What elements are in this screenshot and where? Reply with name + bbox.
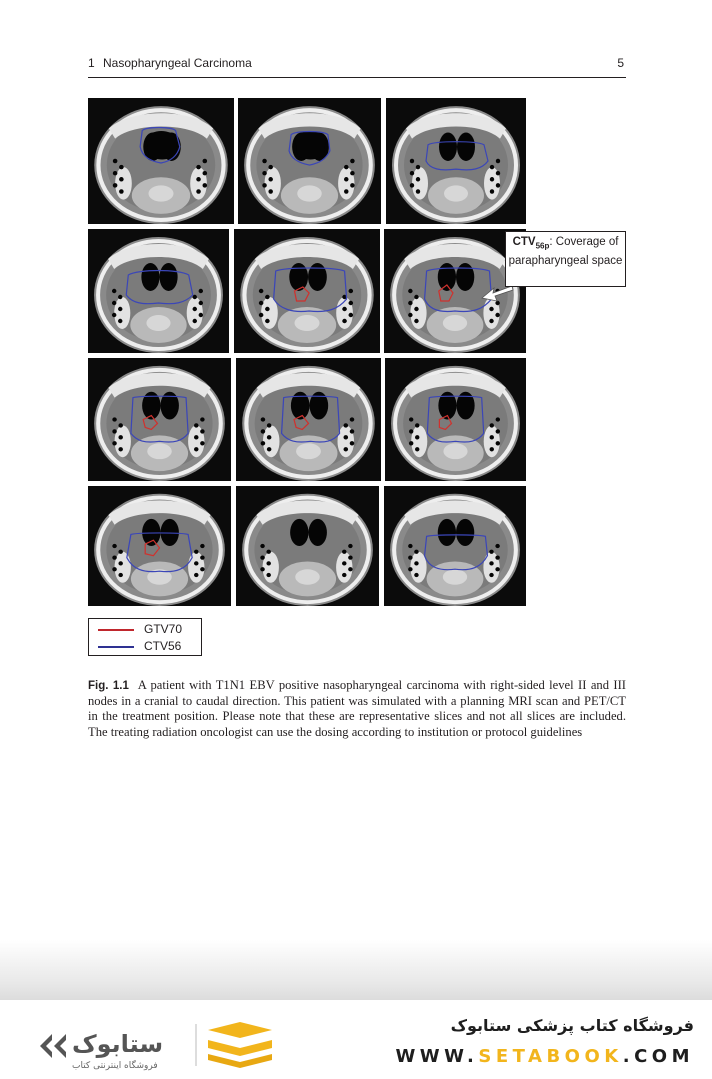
legend-swatch-gtv70 — [98, 629, 134, 631]
page-shadow — [0, 940, 712, 1000]
page-number: 5 — [617, 56, 624, 70]
url-highlight: SETABOOK — [478, 1046, 623, 1067]
figure-label: Fig. 1.1 — [88, 680, 129, 692]
chapter-title: Nasopharyngeal Carcinoma — [103, 56, 252, 70]
ct-slice-11 — [236, 486, 379, 606]
legend-item-ctv56 — [89, 638, 201, 654]
logo-tagline: فروشگاه اینترنتی کتاب — [72, 1061, 158, 1071]
ct-slice-8 — [236, 358, 381, 481]
ct-slice-9 — [385, 358, 526, 481]
running-header — [88, 56, 626, 78]
url-suffix: .COM — [622, 1046, 694, 1067]
figure-caption — [88, 678, 626, 740]
ct-slice-12 — [384, 486, 526, 606]
ct-slice-3 — [386, 98, 526, 224]
callout-text: : Coverage of parapharyngeal space — [508, 236, 623, 267]
legend-label-gtv70: GTV70 — [144, 622, 183, 636]
ct-slice-10 — [88, 486, 231, 606]
ct-slice-7 — [88, 358, 231, 481]
legend-swatch-ctv56 — [98, 646, 134, 648]
ct-slice-2 — [238, 98, 381, 224]
callout-label-main: CTV — [512, 236, 536, 248]
legend-item-gtv70 — [89, 621, 201, 637]
caption-text: A patient with T1N1 EBV positive nasopharyngeal carcinoma with right-sided level II and III nodes in a cranial to caudal direction. This patient was simulated with a planning MRI scan and PET/CT in the treatment position. Please note that these are representative slices and not all slices are included. The treating radiation oncologist can use the dosing according to institution or protocol guidelines — [88, 678, 626, 739]
ct-slice-4 — [88, 229, 229, 353]
store-url[interactable] — [395, 1046, 694, 1067]
figure-legend — [88, 618, 202, 656]
url-prefix: WWW. — [395, 1046, 479, 1067]
store-name: فروشگاه کتاب پزشکی ستابوک — [450, 1016, 694, 1035]
logo-text: ستابوک — [72, 1030, 164, 1058]
chapter-number: 1 — [88, 56, 95, 70]
ct-slice-5 — [234, 229, 380, 353]
callout-label-sub: 56p — [535, 241, 550, 251]
footer-banner — [0, 1000, 712, 1079]
callout-box — [505, 231, 626, 287]
setabook-logo — [36, 1016, 286, 1072]
ct-slice-1 — [88, 98, 234, 224]
legend-label-ctv56: CTV56 — [144, 639, 182, 653]
